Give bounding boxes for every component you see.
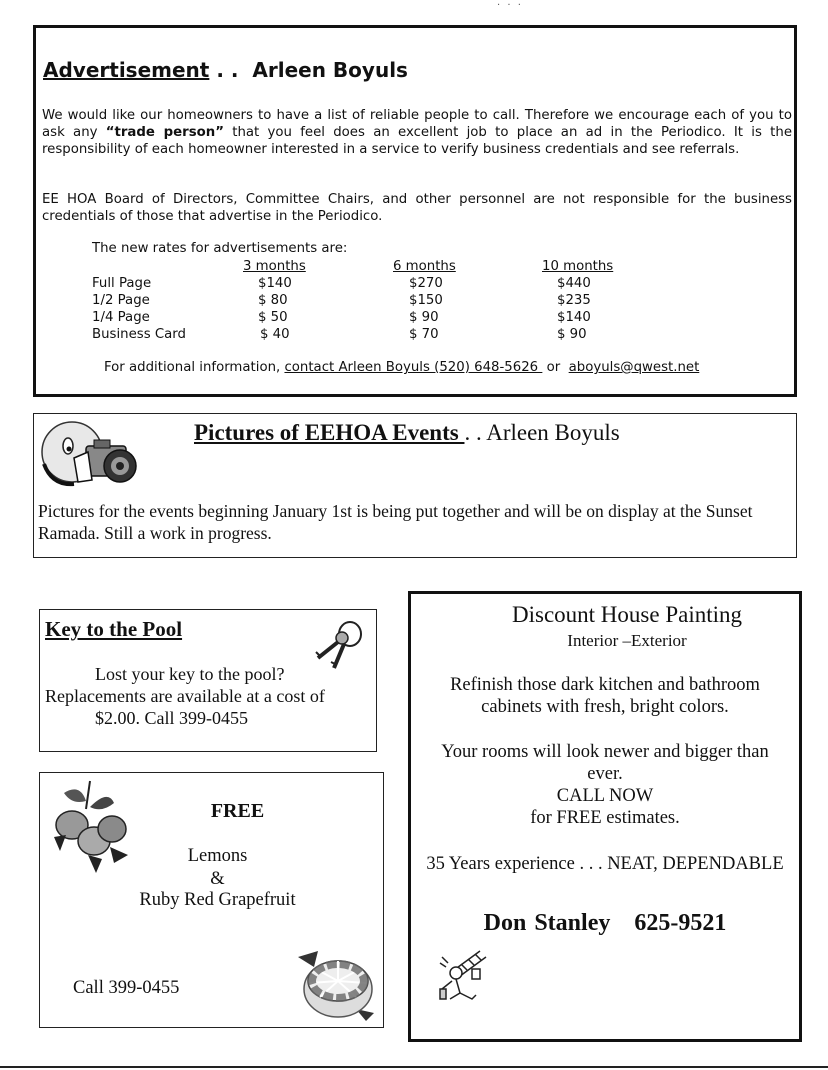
contact-or-text: or: [542, 360, 569, 375]
pool-key-text: [45, 663, 365, 729]
pictures-section: [33, 413, 797, 558]
painting-subtitle: Interior –Exterior: [567, 631, 687, 650]
painter-icon: [436, 949, 494, 1009]
rates-intro: The new rates for advertisements are:: [92, 241, 348, 256]
fruit-grapefruit: Ruby Red Grapefruit: [139, 890, 296, 910]
painting-line: Your rooms will look newer and bigger than: [441, 742, 769, 762]
rate-value: $ 40: [260, 327, 290, 342]
pictures-author: Arleen Boyuls: [486, 420, 620, 445]
rate-value: $ 50: [258, 310, 288, 325]
rate-value: $140: [258, 276, 292, 291]
painting-experience: 35 Years experience . . . NEAT, DEPENDABLE: [426, 854, 784, 874]
advertisement-title: Advertisement: [43, 58, 210, 82]
fruit-free-label: FREE: [210, 800, 265, 822]
trade-person-emphasis: “trade person”: [105, 125, 224, 140]
painting-line: ever.: [587, 764, 623, 784]
painting-rooms-text: [411, 741, 799, 829]
house-painting-ad: [408, 591, 802, 1042]
advertisement-paragraph-2: EE HOA Board of Directors, Committee Chairs, and other personnel are not responsible for the business credentials of those that advertise in the Periodico.: [42, 192, 792, 224]
painting-contact: [411, 910, 799, 937]
rates-row-half-page: [92, 293, 692, 310]
rate-value: $140: [557, 310, 591, 325]
painting-line: Refinish those dark kitchen and bathroom: [450, 675, 760, 695]
pool-key-line: Lost your key to the pool?: [95, 664, 285, 684]
painter-phone: 625-9521: [634, 910, 727, 936]
free-fruit-section: [39, 772, 384, 1028]
rate-value: $440: [557, 276, 591, 291]
painting-line: CALL NOW: [556, 786, 654, 806]
rate-label: Full Page: [92, 276, 152, 291]
rates-header-3-months: 3 months: [243, 259, 306, 274]
contact-text: For additional information,: [104, 360, 285, 375]
rates-row-business-card: [92, 327, 692, 344]
paragraph-text: that you feel does an excellent job to place an ad in the Periodico. It is the responsibility of each homeowner interested in a service to verify business credentials and see referrals.: [42, 125, 792, 157]
rate-value: $150: [409, 293, 443, 308]
advertisement-title-separator: . .: [209, 58, 253, 82]
rates-row-full-page: [92, 276, 692, 293]
rates-header-6-months: 6 months: [393, 259, 456, 274]
painting-line: for FREE estimates.: [530, 808, 680, 828]
rate-value: $235: [557, 293, 591, 308]
pictures-heading: [194, 420, 620, 446]
rate-label: 1/4 Page: [92, 310, 150, 325]
grapefruit-icon: [296, 943, 376, 1023]
page-bottom-rule: [0, 1066, 828, 1068]
advertisement-heading: [43, 58, 408, 82]
rate-value: $ 90: [409, 310, 439, 325]
advertisement-author: Arleen Boyuls: [252, 58, 408, 82]
page-top-marks: · · ·: [497, 0, 523, 11]
fruit-lemons: Lemons: [187, 846, 248, 866]
painter-name: Don Stanley: [483, 910, 611, 936]
paragraph-text: We would like our homeowners to have a list of reliable people to call. Therefore we encourage each of you to ask any: [42, 108, 792, 140]
pool-key-line: $2.00. Call 399-0455: [95, 708, 248, 728]
camera-icon: [38, 418, 144, 490]
painting-line: cabinets with fresh, bright colors.: [481, 697, 729, 717]
rate-label: 1/2 Page: [92, 293, 150, 308]
advertisement-section: [33, 25, 797, 397]
rate-value: $ 80: [258, 293, 288, 308]
contact-phone-link[interactable]: contact Arleen Boyuls (520) 648-5626: [284, 360, 543, 375]
painting-title: Discount House Painting: [512, 602, 742, 627]
rate-value: $ 90: [557, 327, 587, 342]
advertisement-paragraph-1: [42, 107, 792, 158]
pool-key-title: Key to the Pool: [45, 617, 183, 641]
pool-key-section: [39, 609, 377, 752]
pictures-title-separator: . .: [464, 420, 487, 445]
rates-row-quarter-page: [92, 310, 692, 327]
pictures-text: Pictures for the events beginning January 1st is being put together and will be on display at the Sunset Ramada. Still a work in progress.: [38, 501, 753, 543]
painting-refinish-text: [411, 674, 799, 718]
pictures-title: Pictures of EEHOA Events: [194, 420, 465, 445]
rates-header-10-months: 10 months: [542, 259, 614, 274]
rate-value: $270: [409, 276, 443, 291]
rate-label: Business Card: [92, 327, 186, 342]
pool-key-line: Replacements are available at a cost of: [45, 686, 325, 706]
advertisement-contact: [104, 360, 699, 375]
fruit-call-phone: Call 399-0455: [73, 978, 180, 998]
contact-email-link[interactable]: aboyuls@qwest.net: [568, 360, 700, 375]
rate-value: $ 70: [409, 327, 439, 342]
fruit-ampersand: &: [210, 869, 225, 889]
